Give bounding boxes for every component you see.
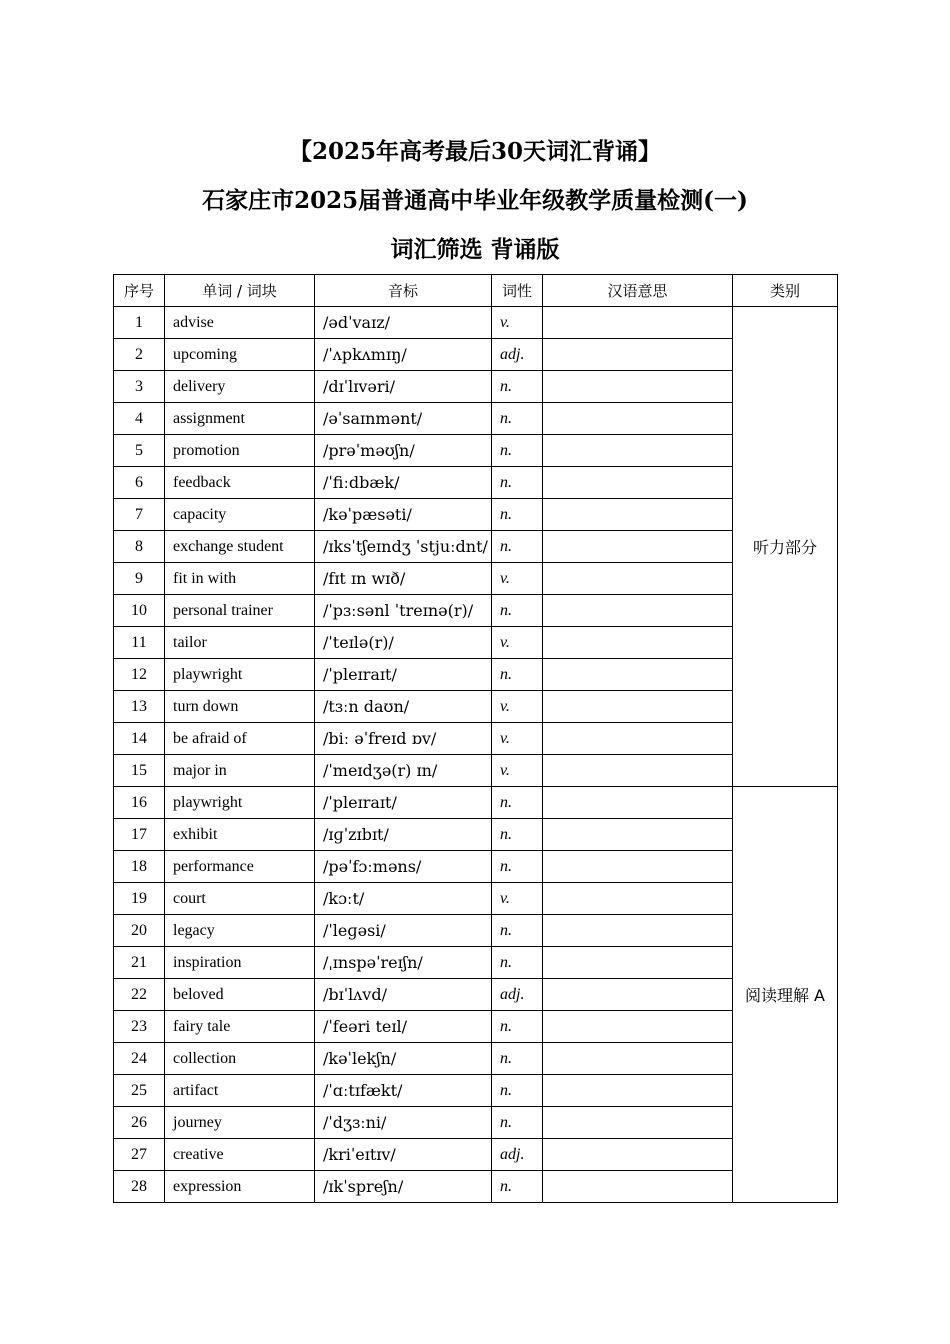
row-part-of-speech: n.: [492, 1107, 543, 1139]
row-phonetic: /ˈleɡəsi/: [315, 915, 492, 947]
row-part-of-speech: n.: [492, 819, 543, 851]
row-word: tailor: [165, 627, 315, 659]
row-meaning: [543, 1011, 733, 1043]
table-row: [114, 691, 838, 723]
row-number: 4: [114, 403, 165, 435]
row-phonetic: /ˌɪnspəˈreɪʃn/: [315, 947, 492, 979]
row-meaning: [543, 563, 733, 595]
row-phonetic: /kɔːt/: [315, 883, 492, 915]
row-phonetic: /tɜːn daʊn/: [315, 691, 492, 723]
row-word: inspiration: [165, 947, 315, 979]
header-part-of-speech: 词性: [492, 275, 543, 307]
row-number: 8: [114, 531, 165, 563]
table-row: [114, 563, 838, 595]
row-meaning: [543, 1043, 733, 1075]
row-number: 3: [114, 371, 165, 403]
row-word: performance: [165, 851, 315, 883]
document-title: 【2025年高考最后30天词汇背诵】: [288, 138, 662, 165]
row-word: artifact: [165, 1075, 315, 1107]
row-meaning: [543, 659, 733, 691]
row-word: playwright: [165, 787, 315, 819]
table-row: [114, 851, 838, 883]
row-word: fairy tale: [165, 1011, 315, 1043]
row-number: 13: [114, 691, 165, 723]
document-subtitle: 石家庄市2025届普通高中毕业年级教学质量检测(一): [202, 187, 748, 214]
row-number: 10: [114, 595, 165, 627]
row-number: 23: [114, 1011, 165, 1043]
row-number: 6: [114, 467, 165, 499]
row-phonetic: /ˈdʒɜːni/: [315, 1107, 492, 1139]
row-word: delivery: [165, 371, 315, 403]
row-meaning: [543, 1171, 733, 1203]
row-word: advise: [165, 307, 315, 339]
row-number: 24: [114, 1043, 165, 1075]
row-phonetic: /prəˈməʊʃn/: [315, 435, 492, 467]
table-row: [114, 531, 838, 563]
table-row: [114, 467, 838, 499]
row-phonetic: /ˈɑːtɪfækt/: [315, 1075, 492, 1107]
row-part-of-speech: n.: [492, 595, 543, 627]
row-meaning: [543, 371, 733, 403]
row-meaning: [543, 1107, 733, 1139]
row-meaning: [543, 947, 733, 979]
row-phonetic: /ˈpleɪraɪt/: [315, 659, 492, 691]
row-number: 17: [114, 819, 165, 851]
row-meaning: [543, 723, 733, 755]
row-meaning: [543, 403, 733, 435]
row-part-of-speech: n.: [492, 787, 543, 819]
row-part-of-speech: v.: [492, 755, 543, 787]
table-row: [114, 947, 838, 979]
row-number: 1: [114, 307, 165, 339]
row-meaning: [543, 851, 733, 883]
row-word: beloved: [165, 979, 315, 1011]
row-phonetic: /bɪˈlʌvd/: [315, 979, 492, 1011]
table-row: [114, 1075, 838, 1107]
row-meaning: [543, 755, 733, 787]
row-part-of-speech: n.: [492, 1011, 543, 1043]
row-phonetic: /dɪˈlɪvəri/: [315, 371, 492, 403]
row-phonetic: /ˈʌpkʌmɪŋ/: [315, 339, 492, 371]
row-phonetic: /ˈteɪlə(r)/: [315, 627, 492, 659]
table-row: [114, 755, 838, 787]
row-number: 5: [114, 435, 165, 467]
table-body: [114, 307, 838, 1203]
row-word: be afraid of: [165, 723, 315, 755]
row-phonetic: /əˈsaɪnmənt/: [315, 403, 492, 435]
row-meaning: [543, 627, 733, 659]
row-part-of-speech: n.: [492, 1171, 543, 1203]
row-meaning: [543, 691, 733, 723]
row-phonetic: /biː əˈfreɪd ɒv/: [315, 723, 492, 755]
row-phonetic: /ˈmeɪdʒə(r) ɪn/: [315, 755, 492, 787]
row-part-of-speech: n.: [492, 659, 543, 691]
table-row: [114, 435, 838, 467]
row-part-of-speech: n.: [492, 915, 543, 947]
row-phonetic: /ɪkˈspreʃn/: [315, 1171, 492, 1203]
row-phonetic: /ˈpleɪraɪt/: [315, 787, 492, 819]
row-number: 20: [114, 915, 165, 947]
row-word: feedback: [165, 467, 315, 499]
row-number: 12: [114, 659, 165, 691]
header-chinese-meaning: 汉语意思: [543, 275, 733, 307]
table-row: [114, 787, 838, 819]
row-word: exhibit: [165, 819, 315, 851]
header-category: 类别: [733, 275, 838, 307]
row-part-of-speech: v.: [492, 883, 543, 915]
row-phonetic: /ˈfeəri teɪl/: [315, 1011, 492, 1043]
row-number: 15: [114, 755, 165, 787]
row-part-of-speech: n.: [492, 851, 543, 883]
table-row: [114, 499, 838, 531]
table-row: [114, 979, 838, 1011]
row-number: 27: [114, 1139, 165, 1171]
table-row: [114, 403, 838, 435]
row-meaning: [543, 787, 733, 819]
row-phonetic: /ˈpɜːsənl ˈtreɪnə(r)/: [315, 595, 492, 627]
row-meaning: [543, 1075, 733, 1107]
row-part-of-speech: n.: [492, 499, 543, 531]
row-part-of-speech: v.: [492, 691, 543, 723]
vocabulary-table: [113, 274, 838, 1203]
row-meaning: [543, 435, 733, 467]
row-word: upcoming: [165, 339, 315, 371]
table-row: [114, 723, 838, 755]
row-number: 28: [114, 1171, 165, 1203]
table-row: [114, 1107, 838, 1139]
table-row: [114, 819, 838, 851]
row-part-of-speech: n.: [492, 435, 543, 467]
row-word: exchange student: [165, 531, 315, 563]
row-number: 26: [114, 1107, 165, 1139]
row-part-of-speech: n.: [492, 403, 543, 435]
row-meaning: [543, 531, 733, 563]
row-part-of-speech: n.: [492, 531, 543, 563]
row-part-of-speech: v.: [492, 627, 543, 659]
row-part-of-speech: v.: [492, 723, 543, 755]
row-phonetic: /ˈfiːdbæk/: [315, 467, 492, 499]
row-number: 7: [114, 499, 165, 531]
row-word: journey: [165, 1107, 315, 1139]
header-phonetic: 音标: [315, 275, 492, 307]
row-phonetic: /kəˈpæsəti/: [315, 499, 492, 531]
row-number: 19: [114, 883, 165, 915]
row-part-of-speech: n.: [492, 371, 543, 403]
row-number: 16: [114, 787, 165, 819]
row-meaning: [543, 307, 733, 339]
row-phonetic: /fɪt ɪn wɪð/: [315, 563, 492, 595]
row-meaning: [543, 339, 733, 371]
row-meaning: [543, 1139, 733, 1171]
row-word: assignment: [165, 403, 315, 435]
document-section-title: 词汇筛选 背诵版: [390, 236, 560, 263]
row-part-of-speech: v.: [492, 307, 543, 339]
table-row: [114, 339, 838, 371]
row-part-of-speech: n.: [492, 947, 543, 979]
row-meaning: [543, 979, 733, 1011]
row-meaning: [543, 499, 733, 531]
row-part-of-speech: adj.: [492, 1139, 543, 1171]
row-word: expression: [165, 1171, 315, 1203]
table-row: [114, 1139, 838, 1171]
row-number: 14: [114, 723, 165, 755]
table-row: [114, 883, 838, 915]
table-row: [114, 1043, 838, 1075]
row-part-of-speech: n.: [492, 1043, 543, 1075]
section-category: 阅读理解 A: [733, 787, 838, 1203]
table-row: [114, 1171, 838, 1203]
row-number: 2: [114, 339, 165, 371]
row-word: turn down: [165, 691, 315, 723]
row-word: creative: [165, 1139, 315, 1171]
row-word: major in: [165, 755, 315, 787]
row-part-of-speech: adj.: [492, 979, 543, 1011]
row-number: 21: [114, 947, 165, 979]
table-row: [114, 915, 838, 947]
section-category: 听力部分: [733, 307, 838, 787]
table-row: [114, 595, 838, 627]
row-number: 9: [114, 563, 165, 595]
row-part-of-speech: v.: [492, 563, 543, 595]
row-part-of-speech: adj.: [492, 339, 543, 371]
table-header-row: [114, 275, 838, 307]
row-meaning: [543, 915, 733, 947]
row-number: 25: [114, 1075, 165, 1107]
row-phonetic: /kəˈlekʃn/: [315, 1043, 492, 1075]
table-row: [114, 307, 838, 339]
row-word: playwright: [165, 659, 315, 691]
row-meaning: [543, 819, 733, 851]
header-number: 序号: [114, 275, 165, 307]
row-word: promotion: [165, 435, 315, 467]
table-row: [114, 627, 838, 659]
table-row: [114, 659, 838, 691]
header-word: 单词 / 词块: [165, 275, 315, 307]
row-word: court: [165, 883, 315, 915]
row-meaning: [543, 595, 733, 627]
row-word: personal trainer: [165, 595, 315, 627]
row-word: legacy: [165, 915, 315, 947]
row-part-of-speech: n.: [492, 1075, 543, 1107]
row-meaning: [543, 883, 733, 915]
table-row: [114, 1011, 838, 1043]
table-row: [114, 371, 838, 403]
row-phonetic: /ɪksˈtʃeɪndʒ ˈstjuːdnt/: [315, 531, 492, 563]
row-number: 11: [114, 627, 165, 659]
row-phonetic: /pəˈfɔːməns/: [315, 851, 492, 883]
row-word: fit in with: [165, 563, 315, 595]
row-meaning: [543, 467, 733, 499]
row-part-of-speech: n.: [492, 467, 543, 499]
row-phonetic: /ədˈvaɪz/: [315, 307, 492, 339]
row-word: collection: [165, 1043, 315, 1075]
row-number: 18: [114, 851, 165, 883]
row-word: capacity: [165, 499, 315, 531]
row-number: 22: [114, 979, 165, 1011]
row-phonetic: /ɪɡˈzɪbɪt/: [315, 819, 492, 851]
row-phonetic: /kriˈeɪtɪv/: [315, 1139, 492, 1171]
